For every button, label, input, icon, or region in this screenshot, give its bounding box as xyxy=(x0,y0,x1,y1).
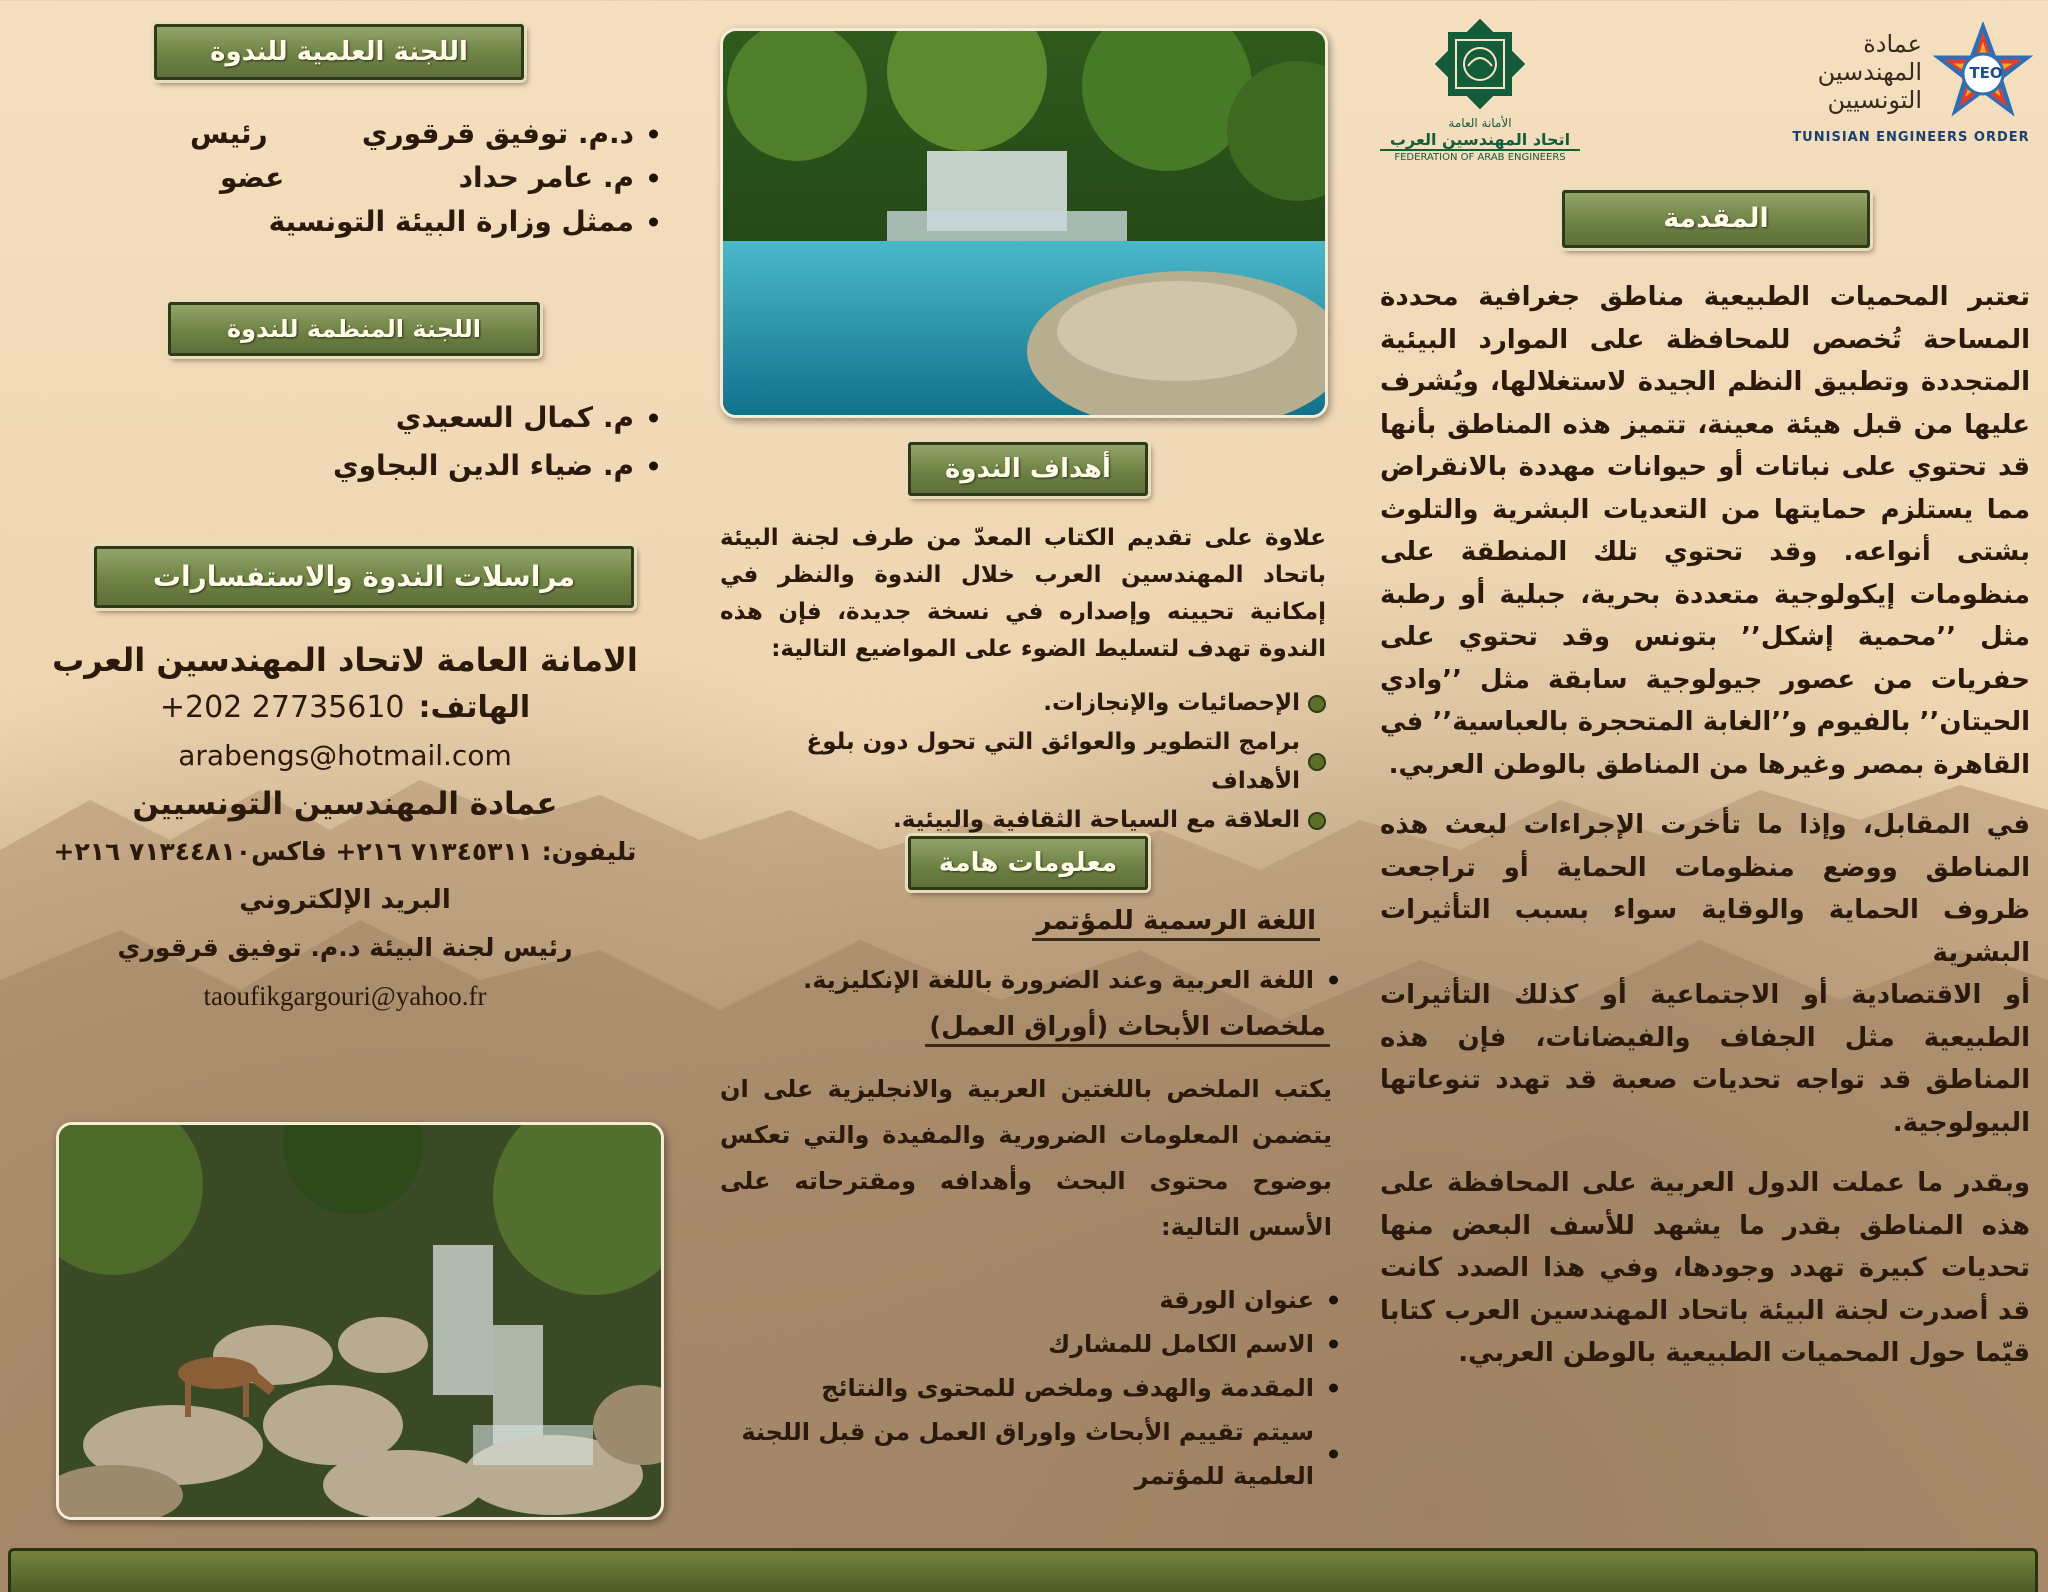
contact-block xyxy=(20,636,670,1020)
lang-item: اللغة العربية وعند الضرورة باللغة الإنكليزية. xyxy=(720,960,1340,1000)
organizing-list xyxy=(120,394,660,490)
member-name: م. عامر حداد xyxy=(458,161,634,194)
contact-email1[interactable]: arabengs@hotmail.com xyxy=(178,739,512,772)
fae-logo xyxy=(1380,14,1580,166)
teo-logo xyxy=(1780,22,2042,152)
intro-paragraph-1: تعتبر المحميات الطبيعية مناطق جغرافية محددة المساحة تُخصص للمحافظة على الموارد البيئية المتجددة وتطبيق النظم الجيدة لاستغلالها، ويُشرف عليها من قبل هيئة معينة، تتميز هذه المناطق بأنها قد تحتوي على نباتات أو حيوانات مهددة بالانقراض مما يستلزم حمايتها من التعديات البشرية والتلوث بشتى أنواعه. وقد تحتوي تلك المنطقة على منظومات إيكولوجية متعددة بحرية، جبلية أو رطبة مثل ’’محمية إشكل’’ بتونس وقد تحتوي على حفريات من عصور جيولوجية سابقة مثل ’’وادي الحيتان’’ بالفيوم و’’الغابة المتحجرة بالعباسية’’ في القاهرة بمصر وغيرها من المناطق بالوطن العربي. xyxy=(1380,282,2030,780)
goals-list xyxy=(720,684,1326,840)
organizing-heading: اللجنة المنظمة للندوة xyxy=(168,302,540,356)
bottom-bar xyxy=(8,1548,2038,1592)
abstracts-text: يكتب الملخص باللغتين العربية والانجليزية على ان يتضمن المعلومات الضرورية والمفيدة والتي تعكس بوضوح محتوى البحث وأهدافه ومقترحاته على الأسس التالية: xyxy=(720,1075,1332,1241)
middle-column xyxy=(690,0,1350,1545)
abstracts-title: ملخصات الأبحاث (أوراق العمل) xyxy=(925,1012,1330,1047)
contact-email-label: البريد الإلكتروني xyxy=(239,885,451,915)
goals-heading: أهداف الندوة xyxy=(908,442,1148,496)
contact-phone-row xyxy=(20,684,670,732)
teo-line3: التونسيين xyxy=(1827,86,1922,114)
abstracts-item: المقدمة والهدف وملخص للمحتوى والنتائج xyxy=(720,1366,1340,1410)
fae-caption-ar: اتحاد المهندسين العرب xyxy=(1380,130,1580,151)
contact-email2[interactable]: taoufikgargouri@yahoo.fr xyxy=(203,981,487,1011)
fae-caption-sub: الأمانة العامة xyxy=(1448,116,1512,130)
intro-heading: المقدمة xyxy=(1562,190,1870,248)
scientific-member xyxy=(120,156,660,200)
intro-paragraph-4: وبقدر ما عملت الدول العربية على المحافظة على هذه المناطق بقدر ما يشهد للأسف البعض منها تحديات كبيرة تهدد وجودها، وفي هذا الصدد كانت قد أصدرت لجنة البيئة باتحاد المهندسين العرب كتابا قيّما حول المحميات الطبيعية بالوطن العربي. xyxy=(1380,1168,2030,1368)
contact-phone: +202 27735610 xyxy=(159,690,405,725)
intro-paragraph-3: أو الاقتصادية أو الاجتماعية أو كذلك التأثيرات الطبيعية مثل الجفاف والفيضانات، فإن هذه المناطق قد تواجه تحديات صعبة قد تهدد تنوعاتها البيولوجية. xyxy=(1380,980,2030,1138)
member-role: رئيس xyxy=(190,117,268,150)
goals-item: برامج التطوير والعوائق التي تحول دون بلوغ الأهداف xyxy=(720,723,1326,801)
contact-tel-line: تليفون: ٧١٣٤٥٣١١ ٢١٦+ فاكس٧١٣٤٤٨١٠ ٢١٦+ xyxy=(53,837,637,866)
contact-phone-label: الهاتف: xyxy=(418,690,531,725)
contact-chair: رئيس لجنة البيئة د.م. توفيق قرقوري xyxy=(117,933,573,962)
fae-caption-en: FEDERATION OF ARAB ENGINEERS xyxy=(1394,152,1566,163)
teo-line1: عمادة xyxy=(1863,30,1922,58)
abstracts-item: الاسم الكامل للمشارك xyxy=(720,1322,1340,1366)
contact-org1: الامانة العامة لاتحاد المهندسين العرب xyxy=(52,641,638,679)
abstracts-list xyxy=(720,1278,1340,1498)
right-column xyxy=(1350,0,2048,1545)
waterfall-image xyxy=(720,31,1325,418)
info-heading: معلومات هامة xyxy=(908,836,1148,890)
teo-line2: المهندسين xyxy=(1817,58,1922,86)
lang-title: اللغة الرسمية للمؤتمر xyxy=(1032,906,1320,941)
abstracts-item: سيتم تقييم الأبحاث واوراق العمل من قبل اللجنة العلمية للمؤتمر xyxy=(720,1410,1340,1498)
member-name: د.م. توفيق قرقوري xyxy=(361,117,634,150)
scientific-member xyxy=(120,200,660,244)
deer-photo xyxy=(56,1122,664,1520)
waterfall-photo xyxy=(720,28,1328,418)
abstracts-item: عنوان الورقة xyxy=(720,1278,1340,1322)
deer-waterfall-image xyxy=(56,1125,661,1520)
goals-item: الإحصائيات والإنجازات. xyxy=(720,684,1326,723)
intro-paragraph-2: في المقابل، وإذا ما تأخرت الإجراءات لبعث هذه المناطق ووضع منظومات الحماية أو تراجعت ظروف الحماية والوقاية سواء بسبب التأثيرات البشرية xyxy=(1380,810,2030,968)
organizing-member: م. كمال السعيدي xyxy=(120,394,660,442)
scientific-member xyxy=(120,112,660,156)
member-name: ممثل وزارة البيئة التونسية xyxy=(268,205,634,238)
lang-list xyxy=(720,960,1340,1000)
contact-heading: مراسلات الندوة والاستفسارات xyxy=(94,546,634,608)
scientific-heading: اللجنة العلمية للندوة xyxy=(154,24,524,80)
fae-emblem-icon xyxy=(1430,14,1530,114)
organizing-member: م. ضياء الدين البجاوي xyxy=(120,442,660,490)
goals-item: العلاقة مع السياحة الثقافية والبيئية. xyxy=(720,801,1326,840)
goals-text: علاوة على تقديم الكتاب المعدّ من طرف لجنة البيئة باتحاد المهندسين العرب خلال الندوة والنظر في إمكانية تحيينه وإصداره في نسخة جديدة، فإن هذه الندوة تهدف لتسليط الضوء على المواضيع التالية: xyxy=(720,525,1326,662)
teo-badge: TEO xyxy=(1969,64,2003,82)
intro-text xyxy=(1380,276,2030,1375)
left-column xyxy=(0,0,690,1545)
contact-org2: عمادة المهندسين التونسيين xyxy=(132,786,558,822)
member-role: عضو xyxy=(220,161,285,194)
teo-caption: TUNISIAN ENGINEERS ORDER xyxy=(1792,130,2030,145)
scientific-list xyxy=(120,112,660,244)
